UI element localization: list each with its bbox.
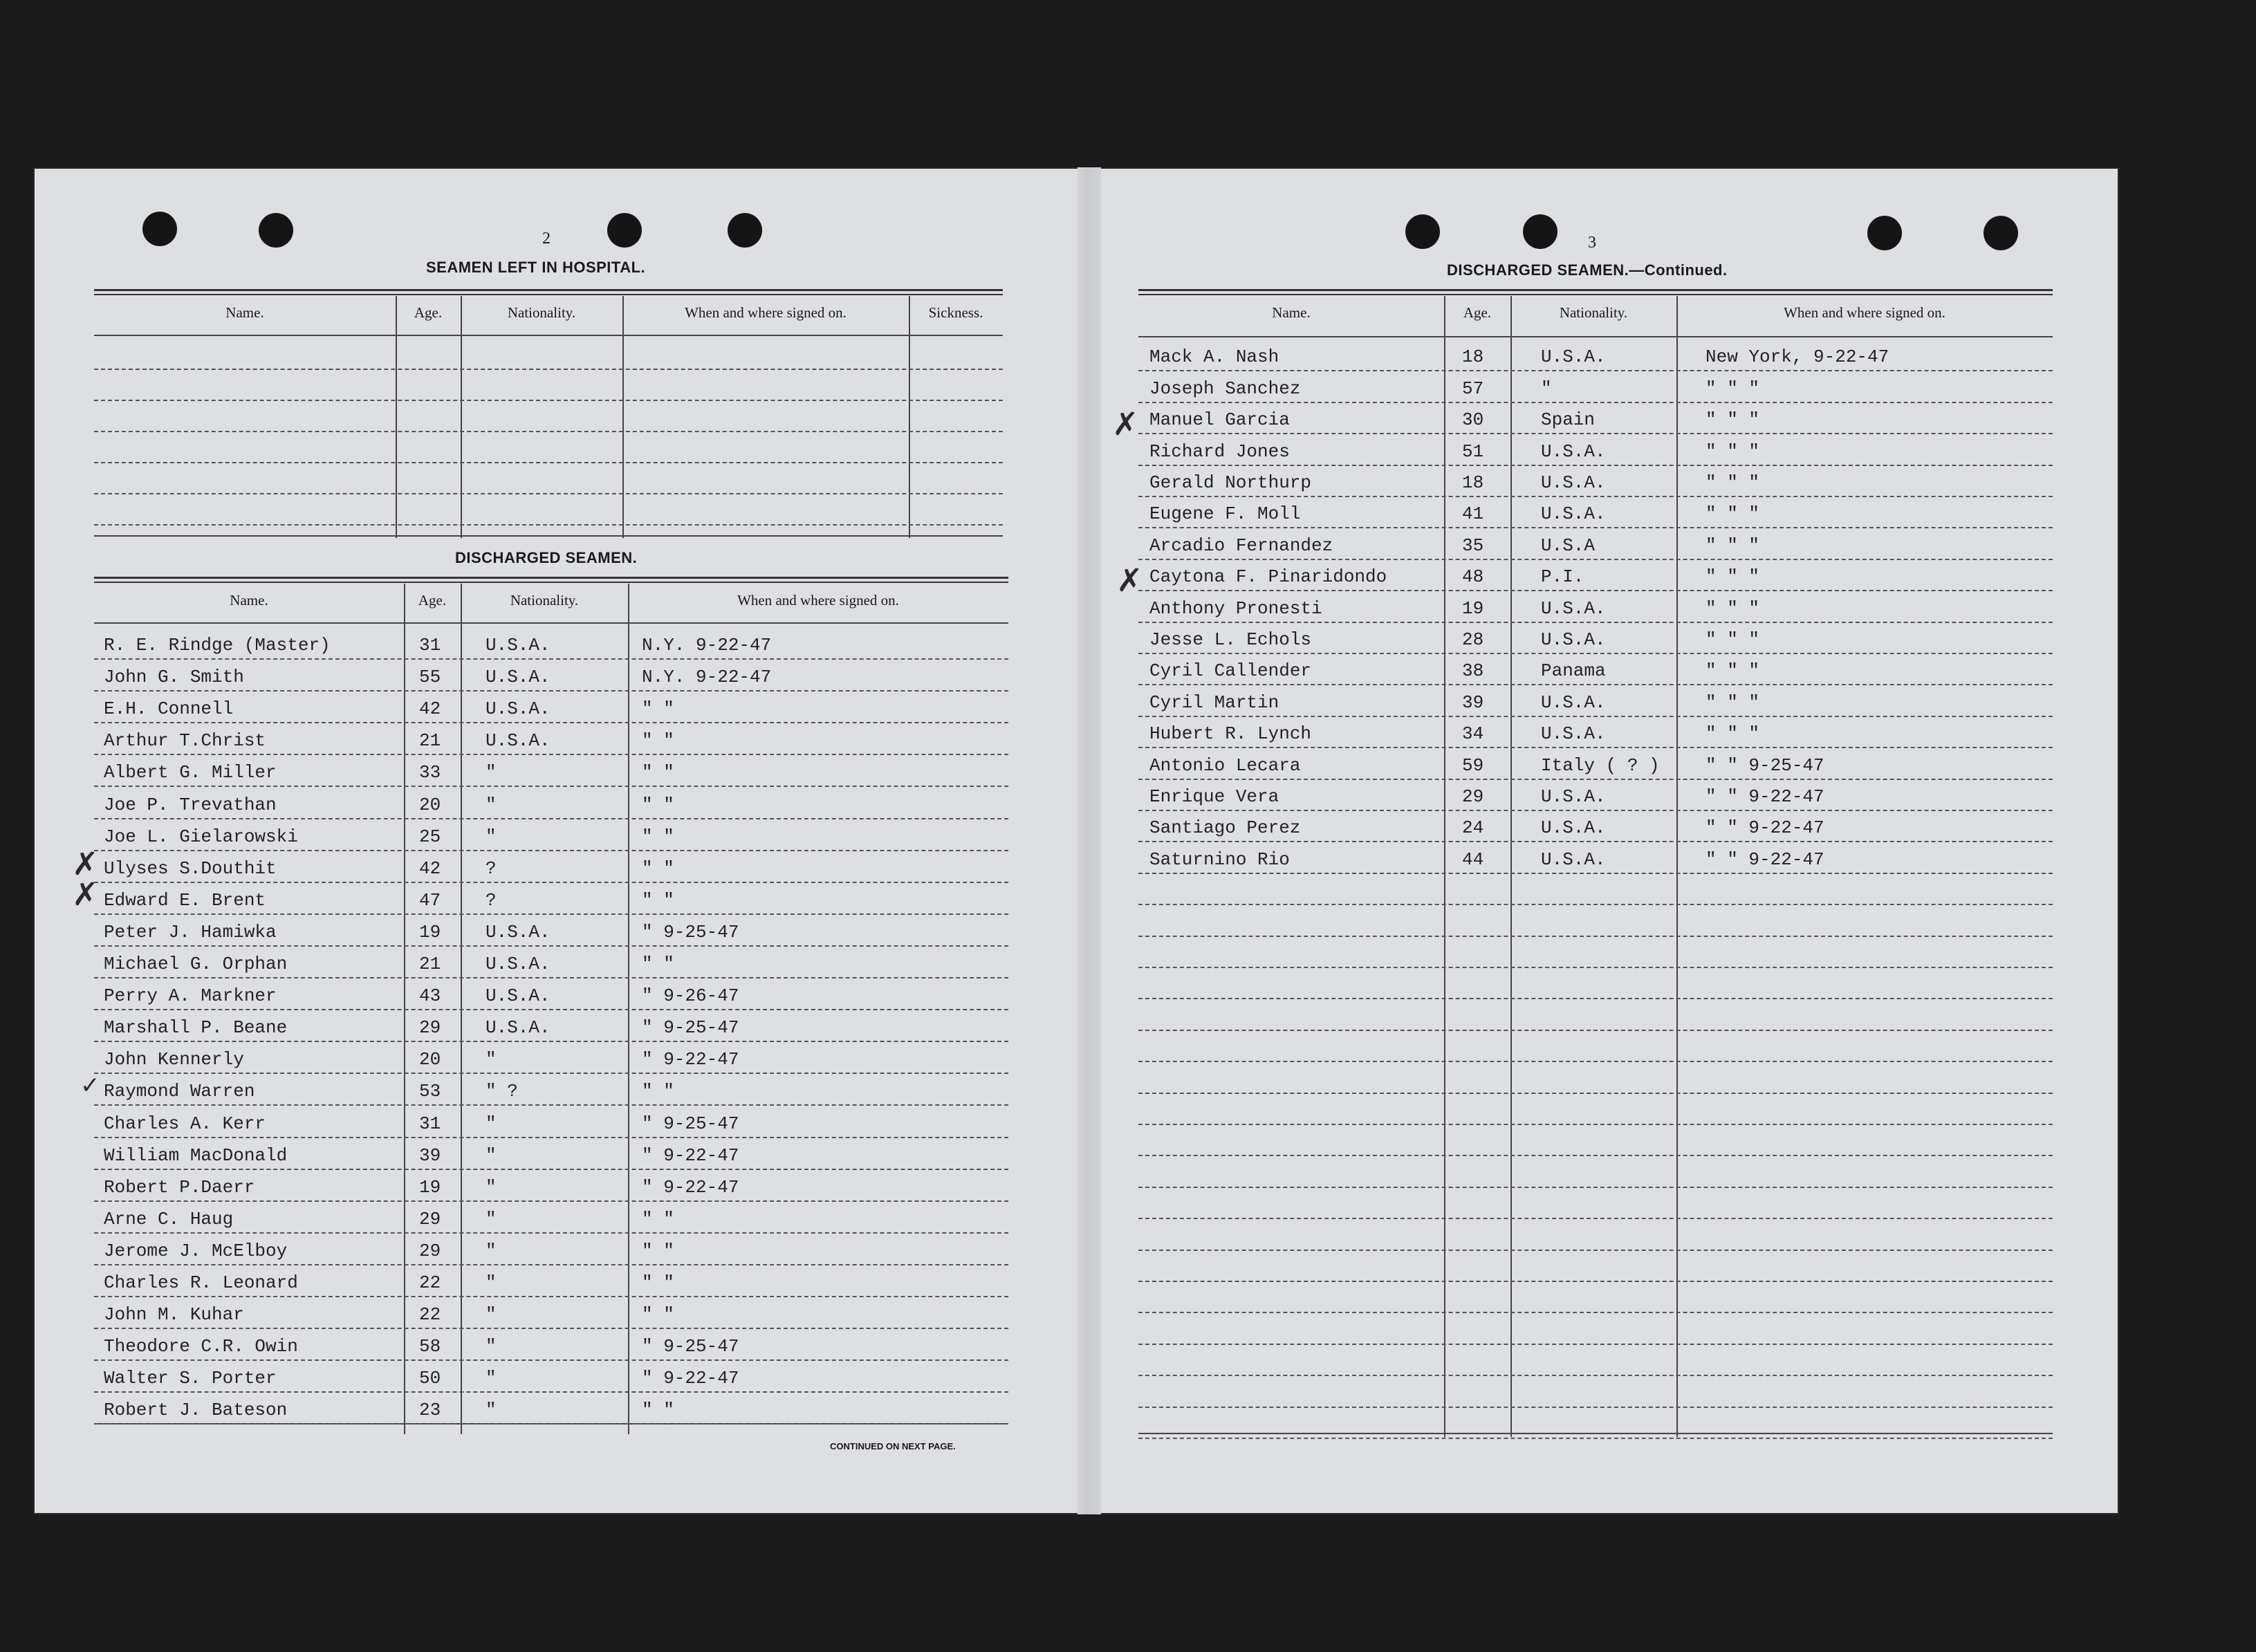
cell-nationality: U.S.A. [1541, 440, 1606, 462]
cell-nationality: U.S.A. [1541, 817, 1606, 839]
table-row [94, 1232, 1008, 1265]
column-header: Sickness. [928, 304, 983, 321]
blank-row [1138, 1250, 2053, 1282]
cell-nationality: Spain [1541, 409, 1596, 431]
cell-nationality: U.S.A. [486, 921, 551, 943]
table-row [1138, 559, 2053, 591]
table-row [94, 1264, 1008, 1297]
cell-age: 20 [419, 794, 441, 815]
column-header: When and where signed on. [1784, 304, 1945, 321]
cell-signed: " 9-25-47 [642, 1113, 739, 1134]
table-row [1138, 684, 2053, 716]
blank-row [1138, 1344, 2053, 1376]
page-number-right: 3 [1588, 234, 1596, 252]
blank-row [1138, 936, 2053, 968]
cell-nationality: U.S.A. [486, 698, 551, 720]
cell-name: Cyril Callender [1149, 660, 1312, 682]
table-row [94, 658, 1008, 692]
blank-row [94, 462, 1003, 494]
cell-age: 22 [419, 1272, 441, 1294]
punch-hole [1405, 214, 1440, 249]
column-header: Name. [230, 592, 268, 609]
cell-signed: " " " [1705, 535, 1760, 556]
cell-name: Raymond Warren [104, 1081, 255, 1102]
cell-nationality: " [486, 1113, 497, 1134]
blank-row [1138, 1187, 2053, 1219]
table-row [94, 1296, 1008, 1329]
cell-nationality: " [486, 1304, 497, 1326]
blank-row [1138, 1281, 2053, 1313]
cell-name: Peter J. Hamiwka [104, 921, 277, 943]
cell-signed: " " [642, 1240, 674, 1261]
cell-signed: " " [642, 698, 674, 720]
cell-signed: " 9-22-47 [642, 1049, 739, 1070]
cell-age: 22 [419, 1304, 441, 1326]
cell-signed: " 9-25-47 [642, 921, 739, 943]
cell-nationality: " [486, 1176, 497, 1198]
cell-nationality: ? [486, 857, 497, 879]
punch-hole [1867, 216, 1902, 250]
cell-signed: " 9-25-47 [642, 1336, 739, 1357]
cell-signed: " " [642, 1208, 674, 1229]
cell-signed: " " 9-25-47 [1705, 754, 1824, 776]
table-row [94, 1328, 1008, 1361]
cell-name: Walter S. Porter [104, 1368, 277, 1389]
table-row [1138, 527, 2053, 559]
table-row [1138, 339, 2053, 371]
blank-row [1138, 1155, 2053, 1187]
cell-age: 31 [419, 635, 441, 656]
column-header: Name. [225, 304, 264, 321]
blank-row [1138, 1312, 2053, 1344]
cell-age: 51 [1462, 440, 1484, 462]
cell-name: Robert P.Daerr [104, 1176, 255, 1198]
cell-age: 50 [419, 1368, 441, 1389]
cell-age: 19 [419, 1176, 441, 1198]
table-row [94, 1200, 1008, 1234]
cell-age: 20 [419, 1049, 441, 1070]
cell-signed: " " [642, 1272, 674, 1294]
cell-name: William MacDonald [104, 1144, 288, 1166]
blank-row [1138, 1375, 2053, 1407]
cell-signed: " 9-22-47 [642, 1368, 739, 1389]
right-section-title: DISCHARGED SEAMEN.—Continued. [1447, 261, 1728, 279]
cell-name: Marshall P. Beane [104, 1017, 288, 1039]
table-row [94, 786, 1008, 819]
cell-age: 47 [419, 889, 441, 911]
blank-row [1138, 873, 2053, 905]
cell-nationality: " [486, 1400, 497, 1421]
cell-name: Gerald Northurp [1149, 472, 1312, 493]
cell-age: 21 [419, 730, 441, 752]
cell-signed: " " 9-22-47 [1705, 786, 1824, 807]
table-row [94, 818, 1008, 851]
cell-signed: " " [642, 1304, 674, 1326]
cell-name: Joe L. Gielarowski [104, 826, 298, 847]
page-fold [1078, 167, 1101, 1514]
cell-nationality: Panama [1541, 660, 1606, 682]
cell-age: 38 [1462, 660, 1484, 682]
blank-row [1138, 1124, 2053, 1156]
table-row [94, 627, 1008, 660]
cell-name: Eugene F. Moll [1149, 503, 1301, 525]
table-row [1138, 747, 2053, 779]
cell-nationality: " [486, 1272, 497, 1294]
blank-row [94, 431, 1003, 463]
cell-age: 57 [1462, 378, 1484, 399]
cell-signed: " " [642, 730, 674, 752]
cell-signed: " " [642, 1081, 674, 1102]
cell-name: Charles R. Leonard [104, 1272, 298, 1294]
cell-nationality: " ? [486, 1081, 518, 1102]
blank-row [1138, 998, 2053, 1030]
cell-signed: " " " [1705, 503, 1760, 525]
table-row [94, 1009, 1008, 1042]
discharged-table-left [94, 577, 1008, 1434]
table-row [1138, 810, 2053, 842]
cell-name: Arcadio Fernandez [1149, 535, 1333, 556]
cell-nationality: U.S.A. [1541, 786, 1606, 807]
cell-nationality: " [486, 1144, 497, 1166]
punch-hole [1984, 216, 2018, 250]
column-header: When and where signed on. [737, 592, 899, 609]
table-row [94, 1169, 1008, 1202]
cell-age: 31 [419, 1113, 441, 1134]
cell-age: 48 [1462, 566, 1484, 588]
cell-nationality: U.S.A. [486, 730, 551, 752]
table-row [1138, 402, 2053, 434]
cell-name: Anthony Pronesti [1149, 597, 1322, 619]
cell-name: R. E. Rindge (Master) [104, 635, 331, 656]
cell-nationality: U.S.A. [1541, 597, 1606, 619]
table-row [94, 722, 1008, 755]
cell-age: 29 [419, 1208, 441, 1229]
table-row [94, 1137, 1008, 1170]
cell-nationality: " [486, 794, 497, 815]
cell-age: 39 [419, 1144, 441, 1166]
cell-age: 24 [1462, 817, 1484, 839]
cell-name: E.H. Connell [104, 698, 234, 720]
cell-nationality: " [486, 1240, 497, 1261]
cell-nationality: U.S.A. [486, 1017, 551, 1039]
continued-footer: CONTINUED ON NEXT PAGE. [830, 1441, 956, 1451]
cell-nationality: P.I. [1541, 566, 1584, 588]
cell-age: 42 [419, 857, 441, 879]
cell-name: Joseph Sanchez [1149, 378, 1301, 399]
column-header: Nationality. [510, 592, 579, 609]
blank-row [94, 493, 1003, 526]
cell-name: Theodore C.R. Owin [104, 1336, 298, 1357]
punch-hole [728, 213, 762, 248]
cell-name: Arthur T.Christ [104, 730, 266, 752]
column-header: Nationality. [1559, 304, 1628, 321]
cell-name: Jerome J. McElboy [104, 1240, 288, 1261]
cell-name: Richard Jones [1149, 440, 1290, 462]
check-mark: ✗ [1116, 562, 1143, 599]
cell-name: Mack A. Nash [1149, 346, 1279, 368]
cell-signed: " " " [1705, 692, 1760, 713]
cell-signed: " 9-26-47 [642, 985, 739, 1007]
cell-signed: " " 9-22-47 [1705, 848, 1824, 870]
blank-row [1138, 1030, 2053, 1062]
table-row [1138, 622, 2053, 654]
cell-signed: " " [642, 762, 674, 783]
cell-signed: " " " [1705, 629, 1760, 650]
cell-signed: " " [642, 794, 674, 815]
cell-age: 19 [419, 921, 441, 943]
table-row [94, 1105, 1008, 1138]
cell-nationality: " [486, 1049, 497, 1070]
cell-name: Manuel Garcia [1149, 409, 1290, 431]
blank-row [94, 369, 1003, 401]
cell-age: 53 [419, 1081, 441, 1102]
cell-age: 18 [1462, 346, 1484, 368]
table-row [94, 882, 1008, 915]
blank-row [1138, 967, 2053, 999]
manifest-sheet [33, 167, 2119, 1514]
check-mark: ✗ [1112, 405, 1139, 443]
column-header: Age. [1463, 304, 1492, 321]
cell-nationality: U.S.A. [1541, 629, 1606, 650]
cell-age: 35 [1462, 535, 1484, 556]
cell-age: 39 [1462, 692, 1484, 713]
cell-signed: " " " [1705, 378, 1760, 399]
table-row [94, 1391, 1008, 1424]
table-row [94, 1041, 1008, 1074]
cell-age: 59 [1462, 754, 1484, 776]
cell-signed: N.Y. 9-22-47 [642, 667, 772, 688]
cell-name: Joe P. Trevathan [104, 794, 277, 815]
cell-age: 29 [1462, 786, 1484, 807]
cell-age: 21 [419, 954, 441, 975]
cell-age: 29 [419, 1240, 441, 1261]
cell-nationality: Italy ( ? ) [1541, 754, 1660, 776]
cell-nationality: " [486, 1368, 497, 1389]
hospital-table [94, 289, 1003, 538]
blank-row [1138, 1061, 2053, 1093]
blank-row [1138, 1407, 2053, 1439]
cell-signed: " " [642, 889, 674, 911]
cell-name: Edward E. Brent [104, 889, 266, 911]
cell-nationality: " [486, 1208, 497, 1229]
cell-age: 30 [1462, 409, 1484, 431]
cell-signed: New York, 9-22-47 [1705, 346, 1889, 368]
cell-signed: " " " [1705, 472, 1760, 493]
cell-signed: " 9-25-47 [642, 1017, 739, 1039]
cell-age: 18 [1462, 472, 1484, 493]
cell-nationality: U.S.A. [1541, 503, 1606, 525]
table-row [94, 913, 1008, 947]
cell-name: Charles A. Kerr [104, 1113, 266, 1134]
cell-name: Enrique Vera [1149, 786, 1279, 807]
cell-nationality: " [1541, 378, 1552, 399]
discharged-table-right [1138, 289, 2053, 1437]
cell-name: Hubert R. Lynch [1149, 723, 1312, 745]
check-mark: ✗ [72, 875, 99, 913]
cell-signed: " 9-22-47 [642, 1176, 739, 1198]
cell-name: John G. Smith [104, 667, 244, 688]
table-row [94, 754, 1008, 787]
punch-hole [259, 213, 293, 248]
cell-name: Albert G. Miller [104, 762, 277, 783]
cell-signed: " " 9-22-47 [1705, 817, 1824, 839]
blank-row [94, 400, 1003, 432]
cell-signed: " " " [1705, 566, 1760, 588]
table-row [94, 1073, 1008, 1106]
table-row [94, 945, 1008, 978]
blank-row [94, 337, 1003, 370]
tick-mark: ✓ [80, 1072, 100, 1099]
table-row [1138, 465, 2053, 497]
cell-age: 43 [419, 985, 441, 1007]
cell-nationality: U.S.A. [486, 667, 551, 688]
table-row [94, 850, 1008, 883]
table-row [1138, 653, 2053, 685]
column-header: When and where signed on. [685, 304, 847, 321]
cell-name: Caytona F. Pinaridondo [1149, 566, 1387, 588]
blank-row [1138, 1093, 2053, 1125]
table-row [1138, 841, 2053, 873]
table-row [1138, 716, 2053, 748]
table-row [1138, 433, 2053, 465]
cell-age: 41 [1462, 503, 1484, 525]
cell-nationality: U.S.A. [1541, 692, 1606, 713]
cell-nationality: U.S.A. [1541, 723, 1606, 745]
cell-age: 33 [419, 762, 441, 783]
cell-age: 23 [419, 1400, 441, 1421]
cell-signed: " " " [1705, 723, 1760, 745]
table-row [94, 690, 1008, 723]
cell-name: Antonio Lecara [1149, 754, 1301, 776]
discharged-section-title: DISCHARGED SEAMEN. [455, 549, 638, 566]
cell-age: 19 [1462, 597, 1484, 619]
cell-signed: " " " [1705, 660, 1760, 682]
cell-name: Arne C. Haug [104, 1208, 234, 1229]
cell-signed: " " " [1705, 409, 1760, 431]
cell-age: 44 [1462, 848, 1484, 870]
cell-nationality: " [486, 826, 497, 847]
cell-age: 58 [419, 1336, 441, 1357]
cell-signed: " " " [1705, 440, 1760, 462]
cell-name: Ulyses S.Douthit [104, 857, 277, 879]
hospital-section-title: SEAMEN LEFT IN HOSPITAL. [426, 259, 646, 276]
cell-nationality: U.S.A. [486, 635, 551, 656]
table-row [94, 1359, 1008, 1393]
cell-age: 28 [1462, 629, 1484, 650]
cell-name: Perry A. Markner [104, 985, 277, 1007]
punch-hole [142, 212, 177, 246]
column-header: Age. [418, 592, 447, 609]
check-mark: ✗ [72, 845, 99, 882]
cell-age: 29 [419, 1017, 441, 1039]
cell-nationality: U.S.A. [486, 954, 551, 975]
cell-name: Cyril Martin [1149, 692, 1279, 713]
cell-name: Jesse L. Echols [1149, 629, 1312, 650]
cell-nationality: U.S.A. [1541, 346, 1606, 368]
cell-name: Saturnino Rio [1149, 848, 1290, 870]
cell-signed: " " [642, 1400, 674, 1421]
cell-nationality: " [486, 762, 497, 783]
cell-name: Michael G. Orphan [104, 954, 288, 975]
punch-hole [607, 213, 642, 248]
column-header: Age. [414, 304, 443, 321]
cell-signed: " " [642, 826, 674, 847]
table-row [94, 977, 1008, 1010]
cell-name: Santiago Perez [1149, 817, 1301, 839]
cell-nationality: U.S.A [1541, 535, 1596, 556]
cell-age: 55 [419, 667, 441, 688]
cell-name: John M. Kuhar [104, 1304, 244, 1326]
cell-signed: " " [642, 857, 674, 879]
punch-hole [1523, 214, 1557, 249]
cell-nationality: ? [486, 889, 497, 911]
table-row [1138, 590, 2053, 622]
cell-age: 25 [419, 826, 441, 847]
blank-row [1138, 904, 2053, 936]
column-header: Nationality. [507, 304, 576, 321]
column-header: Name. [1272, 304, 1311, 321]
cell-nationality: " [486, 1336, 497, 1357]
page-number-left: 2 [542, 230, 551, 248]
cell-signed: " 9-22-47 [642, 1144, 739, 1166]
cell-nationality: U.S.A. [1541, 472, 1606, 493]
cell-age: 42 [419, 698, 441, 720]
cell-signed: " " [642, 954, 674, 975]
cell-signed: " " " [1705, 597, 1760, 619]
cell-name: John Kennerly [104, 1049, 244, 1070]
table-row [1138, 779, 2053, 811]
table-row [1138, 496, 2053, 528]
cell-nationality: U.S.A. [1541, 848, 1606, 870]
cell-nationality: U.S.A. [486, 985, 551, 1007]
cell-signed: N.Y. 9-22-47 [642, 635, 772, 656]
table-row [1138, 370, 2053, 402]
blank-row [1138, 1218, 2053, 1250]
cell-age: 34 [1462, 723, 1484, 745]
cell-name: Robert J. Bateson [104, 1400, 288, 1421]
